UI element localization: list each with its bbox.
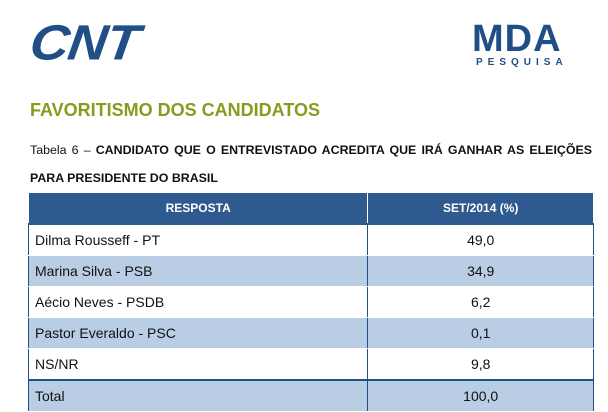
row-value: 9,8: [368, 349, 594, 381]
page-header: [0, 0, 608, 90]
mda-logo-subtext: PESQUISA: [476, 57, 568, 68]
caption-title: CANDIDATO QUE O ENTREVISTADO ACREDITA QUE IRÁ GANHAR AS ELEIÇÕES PARA PRESIDENTE DO BRASIL: [30, 143, 593, 185]
results-table: [28, 192, 594, 411]
total-value: 100,0: [368, 380, 594, 411]
row-label: Aécio Neves - PSDB: [29, 287, 368, 318]
row-value: 49,0: [368, 224, 594, 256]
section-title: FAVORITISMO DOS CANDIDATOS: [30, 100, 321, 120]
table-row: [29, 224, 594, 256]
row-value: 34,9: [368, 256, 594, 287]
row-value: 6,2: [368, 287, 594, 318]
total-label: Total: [29, 380, 368, 411]
table-row: [29, 318, 594, 349]
row-value: 0,1: [368, 318, 594, 349]
row-label: Dilma Rousseff - PT: [29, 224, 368, 256]
column-header-resposta: RESPOSTA: [29, 193, 368, 225]
table-header-row: [29, 193, 594, 225]
table-caption: [30, 136, 592, 192]
row-label: Marina Silva - PSB: [29, 256, 368, 287]
table-row: [29, 256, 594, 287]
mda-pesquisa-logo: [472, 20, 582, 74]
caption-prefix: Tabela 6 –: [30, 143, 96, 157]
cnt-logo: CNT: [26, 15, 143, 71]
table-total-row: [29, 380, 594, 411]
table-row: [29, 287, 594, 318]
mda-logo-text: MDA: [472, 18, 562, 60]
column-header-set-2014: SET/2014 (%): [368, 193, 594, 225]
row-label: Pastor Everaldo - PSC: [29, 318, 368, 349]
row-label: NS/NR: [29, 349, 368, 381]
table-row: [29, 349, 594, 381]
